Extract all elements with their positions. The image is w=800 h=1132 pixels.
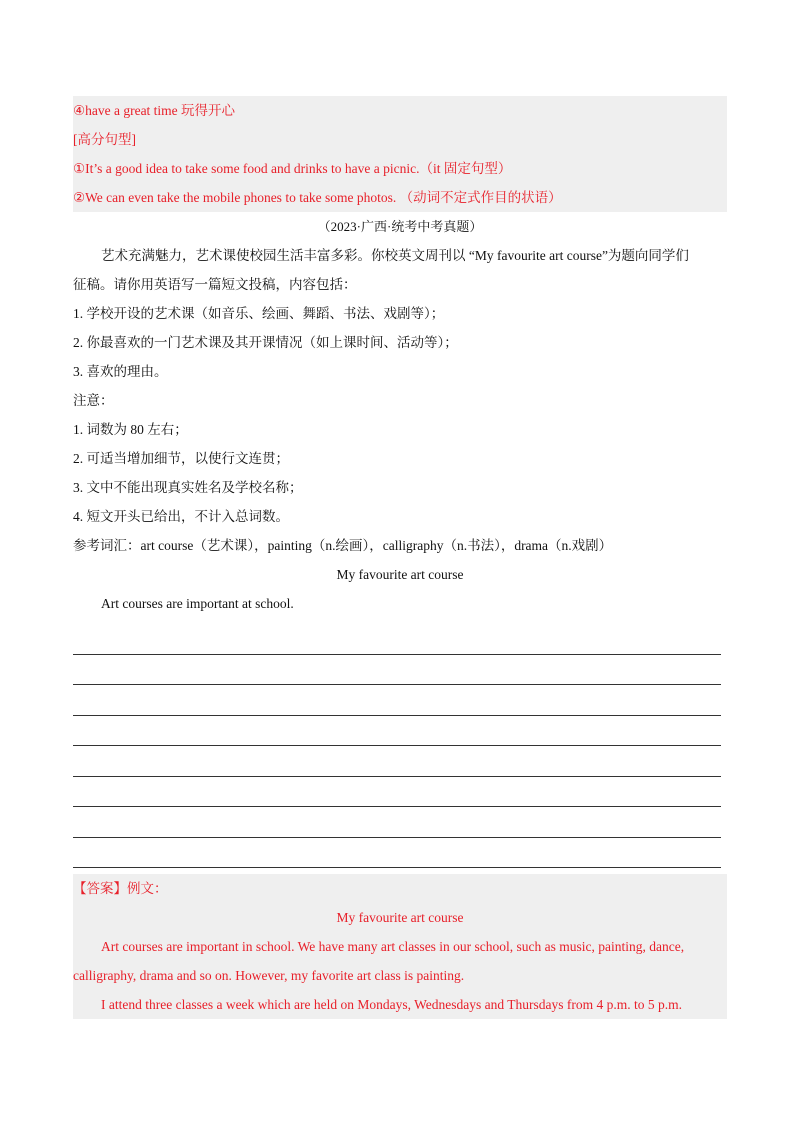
question-block [73, 212, 727, 868]
question-source: （2023·广西·统考中考真题） [317, 219, 483, 234]
answer-block [73, 874, 727, 1019]
question-intro-line-1: 艺术充满魅力，艺术课使校园生活丰富多彩。你校英文周刊以 “My favourite art course”为题向同学们 [101, 248, 689, 263]
writing-line [73, 838, 721, 869]
document-page [73, 96, 727, 1019]
writing-line [73, 716, 721, 747]
question-point-1: 1. 学校开设的艺术课（如音乐、绘画、舞蹈、书法、戏剧等）； [73, 306, 445, 321]
tips-block [73, 96, 727, 212]
answer-para-1-line-1: Art courses are important in school. We have many art classes in our school, such as music, painting, dance, [101, 939, 685, 954]
tip-phrase-4: ④have a great time 玩得开心 [73, 103, 236, 118]
writing-line [73, 655, 721, 686]
answer-title: My favourite art course [336, 910, 464, 925]
tip-sentence-2: ②We can even take the mobile phones to take some photos. （动词不定式作目的状语） [73, 190, 562, 205]
answer-label: 【答案】例文： [73, 881, 168, 896]
vocab-reference: 参考词汇：art course（艺术课），painting（n.绘画），calligraphy（n.书法），drama（n.戏剧） [73, 538, 613, 553]
answer-para-2-line-1: I attend three classes a week which are held on Mondays, Wednesdays and Thursdays from 4 p.m. to 5 p.m. [101, 997, 683, 1012]
question-point-3: 3. 喜欢的理由。 [73, 364, 168, 379]
tip-sentence-1: ①It’s a good idea to take some food and drinks to have a picnic.（it 固定句型） [73, 161, 512, 176]
notes-label: 注意： [73, 393, 114, 408]
question-point-2: 2. 你最喜欢的一门艺术课及其开课情况（如上课时间、活动等）； [73, 335, 458, 350]
writing-line [73, 807, 721, 838]
note-4: 4. 短文开头已给出，不计入总词数。 [73, 509, 289, 524]
question-intro-line-2: 征稿。请你用英语写一篇短文投稿，内容包括： [73, 277, 357, 292]
writing-line [73, 746, 721, 777]
writing-line [73, 685, 721, 716]
note-1: 1. 词数为 80 左右； [73, 422, 188, 437]
note-2: 2. 可适当增加细节，以使行文连贯； [73, 451, 289, 466]
answer-para-1-line-2: calligraphy, drama and so on. However, my favorite art class is painting. [73, 968, 465, 983]
writing-line [73, 624, 721, 655]
note-3: 3. 文中不能出现真实姓名及学校名称； [73, 480, 303, 495]
essay-start: Art courses are important at school. [101, 596, 294, 611]
writing-line [73, 777, 721, 808]
writing-area [73, 624, 721, 868]
tips-heading: [高分句型] [73, 132, 136, 147]
essay-title: My favourite art course [336, 567, 464, 582]
